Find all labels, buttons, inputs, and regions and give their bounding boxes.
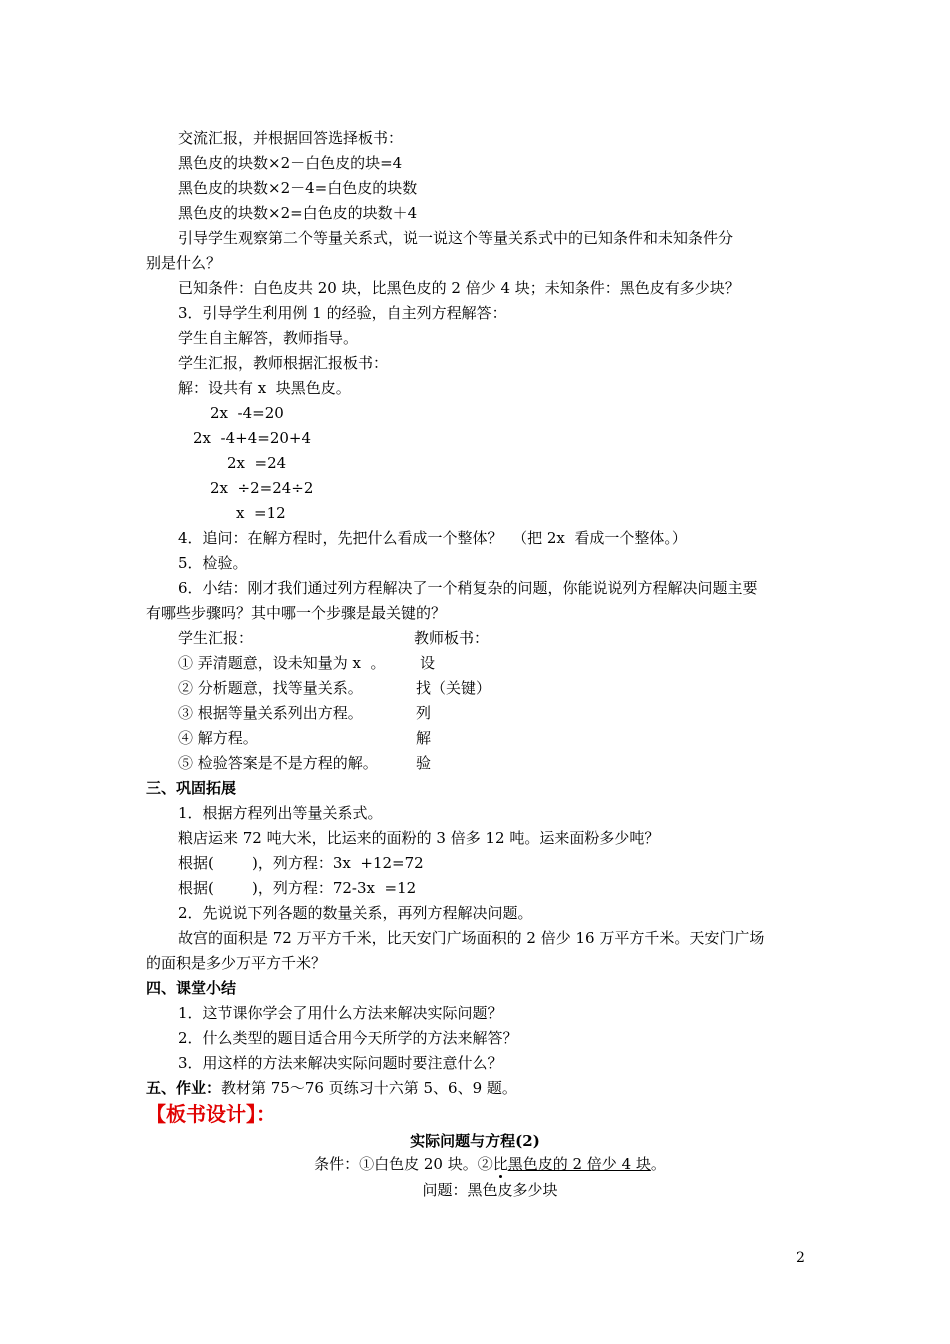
board-title: 实际问题与方程(2) [410, 1132, 540, 1150]
text-line: 交流汇报，并根据回答选择板书： [178, 129, 404, 147]
text-line: 2．先说说下列各题的数量关系，再列方程解决问题。 [178, 904, 533, 922]
board-cond-emphasis: 比 [492, 1155, 508, 1173]
text-line: 2．什么类型的题目适合用今天所学的方法来解答？ [178, 1029, 518, 1047]
text-line: 3．引导学生利用例 1 的经验，自主列方程解答： [178, 304, 507, 322]
homework-text: 教材第 75～76 页练习十六第 5、6、9 题。 [221, 1079, 517, 1097]
section-heading: 四、课堂小结 [146, 979, 237, 997]
text-line: 引导学生观察第二个等量关系式，说一说这个等量关系式中的已知条件和未知条件分 [178, 229, 734, 247]
equation-line: x =12 [236, 504, 286, 522]
text-line: 1．根据方程列出等量关系式。 [178, 804, 383, 822]
board-cond-prefix: 条件：①白色皮 20 块。② [314, 1155, 493, 1173]
text-line: 黑色皮的块数×2=白色皮的块数＋4 [178, 204, 418, 222]
summary-step: ⑤ 检验答案是不是方程的解。 [178, 754, 378, 772]
text-line: 故宫的面积是 72 万平方千米，比天安门广场面积的 2 倍少 16 万平方千米。天安门广场 [178, 929, 765, 947]
board-question: 问题：黑色皮多少块 [422, 1181, 558, 1199]
text-line: 黑色皮的块数×2－4=白色皮的块数 [178, 179, 418, 197]
section-heading: 三、巩固拓展 [146, 779, 237, 797]
text-line: 3．用这样的方法来解决实际问题时要注意什么？ [178, 1054, 503, 1072]
text-line: 粮店运来 72 吨大米，比运来的面粉的 3 倍多 12 吨。运来面粉多少吨？ [178, 829, 660, 847]
summary-board: 设 [420, 654, 436, 672]
equation-line: 2x -4=20 [210, 404, 284, 422]
summary-step: ① 弄清题意，设未知量为 x 。 [178, 654, 386, 672]
text-line: 有哪些步骤吗？其中哪一个步骤是最关键的？ [146, 604, 447, 622]
equation-line: 2x =24 [227, 454, 287, 472]
summary-board: 验 [416, 754, 432, 772]
text-line: 解：设共有 x 块黑色皮。 [178, 379, 351, 397]
text-line: 学生汇报，教师根据汇报板书： [178, 354, 389, 372]
summary-step: ② 分析题意，找等量关系。 [178, 679, 363, 697]
summary-step: ④ 解方程。 [178, 729, 258, 747]
text-line: 4．追问：在解方程时，先把什么看成一个整体？ （把 2x 看成一个整体。） [178, 529, 687, 547]
equation-line: 2x ÷2=24÷2 [210, 479, 314, 497]
board-cond-end: 。 [650, 1155, 666, 1173]
text-line: 别是什么？ [146, 254, 222, 272]
summary-right-header: 教师板书： [414, 629, 490, 647]
board-design-heading: 【板书设计】： [146, 1102, 276, 1126]
text-line: 已知条件：白色皮共 20 块，比黑色皮的 2 倍少 4 块；未知条件：黑色皮有多少块？ [178, 279, 740, 297]
summary-board: 列 [416, 704, 432, 722]
summary-left-header: 学生汇报： [178, 629, 254, 647]
text-line: 黑色皮的块数×2－白色皮的块=4 [178, 154, 403, 172]
summary-step: ③ 根据等量关系列出方程。 [178, 704, 363, 722]
equation-line: 2x -4+4=20+4 [193, 429, 312, 447]
board-cond-underlined: 黑色皮的 2 倍少 4 块 [507, 1155, 651, 1173]
homework-line [146, 1078, 517, 1098]
text-line: 5．检验。 [178, 554, 248, 572]
summary-board: 找（关键） [416, 679, 492, 697]
text-line: 1．这节课你学会了用什么方法来解决实际问题？ [178, 1004, 503, 1022]
text-line: 的面积是多少万平方千米？ [146, 954, 327, 972]
section-heading: 五、作业： [146, 1079, 222, 1097]
page-number: 2 [796, 1250, 805, 1266]
summary-board: 解 [416, 729, 432, 747]
board-conditions [0, 1154, 950, 1174]
text-line: 6．小结：刚才我们通过列方程解决了一个稍复杂的问题，你能说说列方程解决问题主要 [178, 579, 758, 597]
text-line: 根据( )，列方程：3x +12=72 [178, 854, 424, 872]
text-line: 根据( )，列方程：72-3x =12 [178, 879, 417, 897]
text-line: 学生自主解答，教师指导。 [178, 329, 359, 347]
